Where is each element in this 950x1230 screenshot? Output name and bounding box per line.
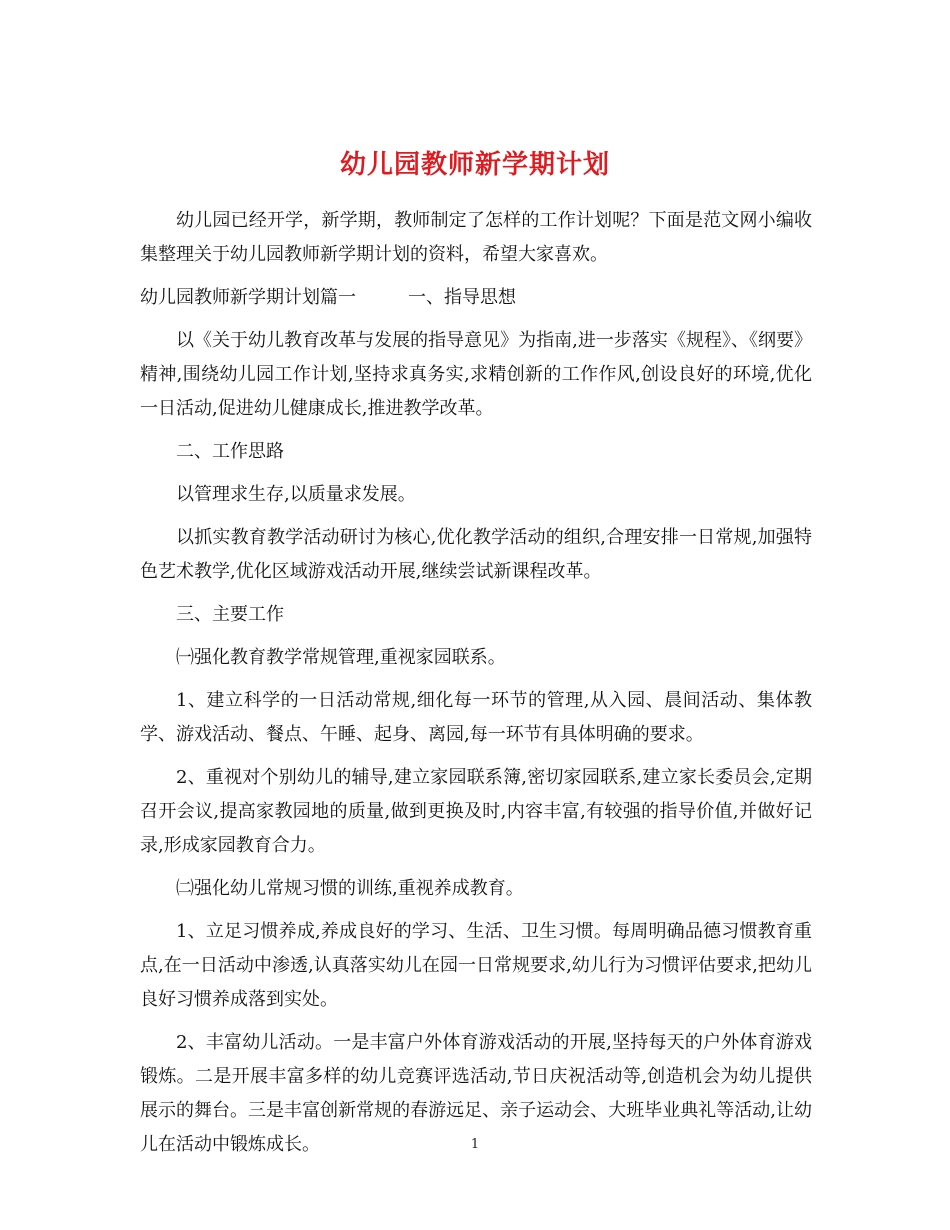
main-work-subheading-2: ㈡强化幼儿常规习惯的训练,重视养成教育。 [176, 878, 524, 899]
main-work-item-1: 1、建立科学的一日活动常规,细化每一环节的管理,从入园、晨间活动、集体教学、游戏活动、餐点、午睡、起身、离园,每一环节有具体明确的要求。 [140, 690, 812, 745]
document-title: 幼儿园教师新学期计划 [339, 150, 610, 181]
plan-part-label: 幼儿园教师新学期计划篇一 [140, 287, 356, 308]
habit-training-item-1: 1、立足习惯养成,养成良好的学习、生活、卫生习惯。每周明确品德习惯教育重点,在一日活动中渗透,认真落实幼儿在园一日常规要求,幼儿行为习惯评估要求,把幼儿良好习惯养成落到实处。 [140, 921, 812, 1010]
main-work-subheading-1: ㈠强化教育教学常规管理,重视家园联系。 [176, 647, 506, 668]
page-number: 1 [470, 1137, 480, 1152]
main-work-item-2: 2、重视对个别幼儿的辅导,建立家园联系簿,密切家园联系,建立家长委员会,定期召开会议,提高家教园地的质量,做到更换及时,内容丰富,有较强的指导价值,并做好记录,形成家园教育合力。 [140, 767, 812, 856]
document-body [140, 204, 812, 1171]
intro-paragraph: 幼儿园已经开学，新学期，教师制定了怎样的工作计划呢？下面是范文网小编收集整理关于幼儿园教师新学期计划的资料，希望大家喜欢。 [140, 210, 812, 265]
guiding-thought-heading: 一、指导思想 [408, 287, 516, 308]
section-heading-line [140, 281, 812, 315]
main-work-heading: 三、主要工作 [176, 604, 284, 625]
work-idea-heading: 二、工作思路 [176, 441, 284, 462]
guiding-thought-paragraph: 以《关于幼儿教育改革与发展的指导意见》为指南,进一步落实《规程》、《纲要》精神,围绕幼儿园工作计划,坚持求真务实,求精创新的工作作风,创设良好的环境,优化一日活动,促进幼儿健康成长,推进教学改革。 [140, 330, 812, 419]
work-idea-paragraph-1: 以管理求生存,以质量求发展。 [176, 484, 416, 505]
work-idea-paragraph-2: 以抓实教育教学活动研讨为核心,优化教学活动的组织,合理安排一日常规,加强特色艺术教学,优化区域游戏活动开展,继续尝试新课程改革。 [140, 527, 812, 582]
habit-training-item-2: 2、丰富幼儿活动。一是丰富户外体育游戏活动的开展,坚持每天的户外体育游戏锻炼。二是开展丰富多样的幼儿竞赛评选活动,节日庆祝活动等,创造机会为幼儿提供展示的舞台。三是丰富创新常规的春游远足、亲子运动会、大班毕业典礼等活动,让幼儿在活动中锻炼成长。 [140, 1032, 812, 1155]
